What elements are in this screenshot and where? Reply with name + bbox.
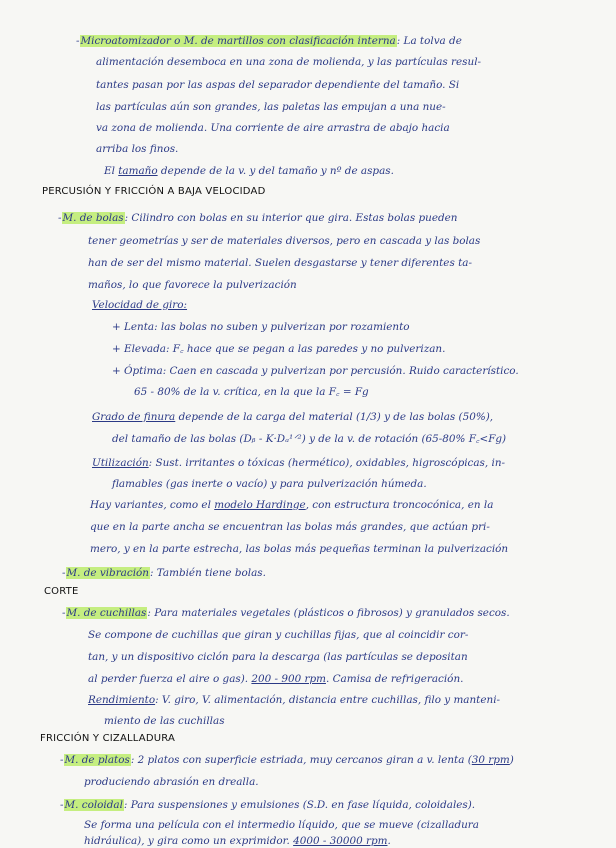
section-heading-percusion: PERCUSIÓN Y FRICCIÓN A BAJA VELOCIDAD: [42, 186, 266, 197]
utilizacion-line-2: flamables (gas inerte o vacío) y para pulverización húmeda.: [112, 478, 427, 490]
rpm-underlined-coloidal: 4000 - 30000 rpm: [293, 835, 388, 847]
platos-term: M. de platos: [64, 754, 130, 766]
cuchillas-line-4: al perder fuerza el aire o gas). 200 - 900 rpm. Camisa de refrigeración.: [88, 673, 464, 685]
micro-line-4: las partículas aún son grandes, las paletas las empujan a una nue-: [96, 101, 446, 113]
vibracion-line: -M. de vibración: También tiene bolas.: [62, 567, 266, 579]
vibracion-term: M. de vibración: [66, 567, 149, 579]
micro-line-7: El tamaño depende de la v. y del tamaño y nº de aspas.: [104, 165, 394, 177]
platos-line-1: -M. de platos: 2 platos con superficie estriada, muy cercanos giran a v. lenta (30 rpm): [60, 754, 514, 766]
cuchillas-term: M. de cuchillas: [66, 607, 147, 619]
rpm-underlined-cuchillas: 200 - 900 rpm: [251, 673, 326, 685]
variantes-line-1: Hay variantes, como el modelo Hardinge, con estructura troncocónica, en la: [90, 499, 494, 511]
velocidad-elevada: + Elevada: F꜀ hace que se pegan a las paredes y no pulverizan.: [112, 343, 446, 355]
cuchillas-line-1: -M. de cuchillas: Para materiales vegetales (plásticos o fibrosos) y granulados secos.: [62, 607, 510, 619]
micro-line-3: tantes pasan por las aspas del separador dependiente del tamaño. Si: [96, 79, 460, 91]
rpm-underlined-platos: 30 rpm: [471, 754, 510, 766]
cuchillas-line-3: tan, y un dispositivo ciclón para la descarga (las partículas se depositan: [88, 651, 468, 663]
velocidad-giro-title: Velocidad de giro:: [92, 299, 188, 311]
platos-line-2: produciendo abrasión en drealla.: [84, 776, 259, 788]
cuchillas-line-2: Se compone de cuchillas que giran y cuchillas fijas, que al coincidir cor-: [88, 629, 469, 641]
utilizacion-underlined: Utilización: [92, 457, 149, 469]
velocidad-optima-detail: 65 - 80% de la v. crítica, en la que la F꜀ = Fg: [134, 386, 369, 398]
variantes-line-3: mero, y en la parte estrecha, las bolas más pequeñas terminan la pulverización: [90, 543, 509, 555]
rendimiento-line-2: miento de las cuchillas: [104, 715, 225, 727]
bolas-line-2: tener geometrías y ser de materiales diversos, pero en cascada y las bolas: [88, 235, 481, 247]
coloidal-line-1: -M. coloidal: Para suspensiones y emulsiones (S.D. en fase líquida, coloidales).: [60, 799, 476, 811]
bolas-line-1: -M. de bolas: Cilindro con bolas en su interior que gira. Estas bolas pueden: [58, 212, 458, 224]
tamano-underlined: tamaño: [118, 165, 158, 177]
coloidal-line-2: Se forma una película con el intermedio líquido, que se mueve (cizalladura: [84, 819, 479, 831]
bolas-line-4: maños, lo que favorece la pulverización: [88, 279, 297, 291]
micro-line-2: alimentación desemboca en una zona de molienda, y las partículas resul-: [96, 56, 482, 68]
rendimiento-line-1: Rendimiento: V. giro, V. alimentación, distancia entre cuchillas, filo y manteni-: [88, 694, 501, 706]
velocidad-lenta: + Lenta: las bolas no suben y pulverizan por rozamiento: [112, 321, 410, 333]
finura-line-2: del tamaño de las bolas (Dᵦ - K·Dₐ¹ᐟ²) y de la v. de rotación (65-80% F꜀<Fg): [112, 433, 507, 445]
coloidal-line-3: hidráulica), y gira como un exprimidor. 4000 - 30000 rpm.: [84, 835, 391, 847]
section-heading-corte: CORTE: [44, 586, 79, 597]
micro-line-5: va zona de molienda. Una corriente de aire arrastra de abajo hacia: [96, 122, 450, 134]
variantes-line-2: que en la parte ancha se encuentran las bolas más grandes, que actúan pri-: [90, 521, 490, 533]
finura-underlined: Grado de finura: [92, 411, 176, 423]
velocidad-optima: + Óptima: Caen en cascada y pulverizan por percusión. Ruido característico.: [112, 365, 519, 377]
micro-line-1: -Microatomizador o M. de martillos con clasificación interna: La tolva de: [76, 35, 462, 47]
coloidal-term: M. coloidal: [64, 799, 123, 811]
micro-term: Microatomizador o M. de martillos con clasificación interna: [80, 35, 396, 47]
rendimiento-underlined: Rendimiento: [88, 694, 156, 706]
micro-line-6: arriba los finos.: [96, 143, 179, 155]
bolas-term: M. de bolas: [62, 212, 124, 224]
utilizacion-line-1: Utilización: Sust. irritantes o tóxicas (hermético), oxidables, higroscópicas, in-: [92, 457, 506, 469]
hardinge-underlined: modelo Hardinge: [214, 499, 306, 511]
section-heading-friccion: FRICCIÓN Y CIZALLADURA: [40, 733, 176, 744]
finura-line-1: Grado de finura depende de la carga del material (1/3) y de las bolas (50%),: [92, 411, 494, 423]
bolas-line-3: han de ser del mismo material. Suelen desgastarse y tener diferentes ta-: [88, 257, 472, 269]
